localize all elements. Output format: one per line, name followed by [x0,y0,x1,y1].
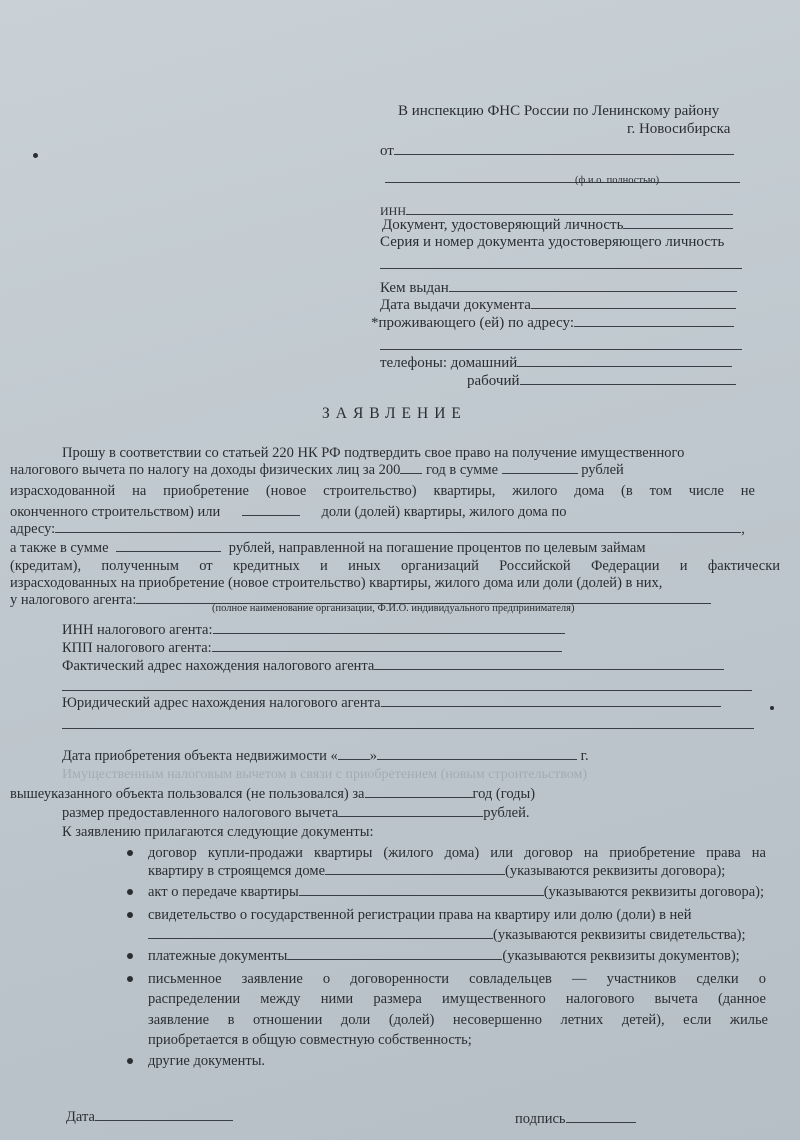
share-field[interactable] [242,514,300,516]
p1-line-3: израсходованной на приобретение (новое строительство) квартиры, жилого дома (в том числе не [10,483,755,499]
attachment-1-line-2b: (указываются реквизиты договора); [505,863,726,879]
certificate-details-field[interactable] [148,937,493,939]
p1-line-2a: налогового вычета по налогу на доходы физических лиц за 200 [10,462,401,478]
signature-field[interactable] [566,1121,636,1123]
attachment-2b: (указываются реквизиты договора); [543,884,765,900]
bullet [127,850,133,856]
date-field[interactable] [95,1119,233,1121]
inspection-line-2: г. Новосибирска [627,121,731,137]
id-doc-field[interactable] [623,227,733,229]
p2-line-1b: рублей, направленной на погашение процентов по целевым займам [228,540,646,556]
used-label: вышеуказанного объекта пользовался (не пользовался) за [10,786,365,802]
used-years-field[interactable] [365,796,473,798]
series-label: Серия и номер документа удостоверяющего личность [380,234,725,250]
inn-field[interactable] [406,213,733,215]
purchase-date-label: Дата приобретения объекта недвижимости « [62,748,338,764]
phone-work-label: рабочий [467,373,520,389]
attachment-1-line-2a: квартиру в строящемся доме [148,863,326,879]
id-doc-label: Документ, удостоверяющий личность [382,217,624,233]
p2-line-3: израсходованных на приобретение (новое строительство) квартиры, жилого дома или доли (долей) в них, [10,575,663,591]
agent-kpp-label: КПП налогового агента: [62,640,212,656]
date-label: Дата [66,1109,95,1125]
agent-legal-addr-label: Юридический адрес нахождения налогового агента [62,695,381,711]
attachment-4a: платежные документы [148,948,288,964]
p1-line-4b: доли (долей) квартиры, жилого дома по [321,504,567,520]
fio-hint: (ф.и.о. полностью) [575,175,660,186]
attachment-2a: акт о передаче квартиры [148,884,299,900]
granted-amount-field[interactable] [338,815,483,817]
phone-home-field[interactable] [517,365,732,367]
used-suffix: год (годы) [472,786,536,802]
attachment-5-line-3: заявление в отношении доли (долей) несовершенно летних детей), если жилье [148,1012,768,1028]
p1-line-5: адресу: [10,521,56,537]
stray-ink-dot [33,153,38,158]
issued-by-label: Кем выдан [380,280,449,296]
attachment-1-line-1: договор купли-продажи квартиры (жилого дома) или договор на приобретение права на [148,845,766,861]
bullet [127,889,133,895]
agent-legal-addr-field[interactable] [381,705,721,707]
faded-line: Имущественным налоговым вычетом в связи с приобретением (новым строительством) [62,767,587,782]
interest-amount-field[interactable] [116,550,221,552]
attachment-5-line-2: распределении между ними размера имущественного налогового вычета (данное [148,991,766,1007]
attachment-5-line-4: приобретается в общую совместную собственность; [148,1032,472,1048]
p1-line-1: Прошу в соответствии со статьей 220 НК РФ подтвердить свое право на получение имущественного [62,445,685,461]
purchase-date-quote: » [369,748,378,764]
amount-suffix: рублей. [483,805,530,821]
year-field[interactable] [400,472,422,474]
fio-field-line-2[interactable] [385,181,740,183]
issued-by-field[interactable] [449,290,737,292]
attachment-6: другие документы. [148,1053,266,1069]
agent-legal-addr-field-2[interactable] [62,727,754,729]
purchase-date-year-suffix: г. [580,748,589,764]
attachment-3-line-2: (указываются реквизиты свидетельства); [493,927,746,943]
from-label: от [380,143,394,159]
purchase-month-year-field[interactable] [377,758,577,760]
phone-home-label: телефоны: домашний [380,355,518,371]
transfer-act-field[interactable] [299,894,544,896]
issue-date-label: Дата выдачи документа [380,297,531,313]
signature-label: подпись [515,1111,566,1127]
purchase-day-field[interactable] [338,758,370,760]
attachment-4b: (указываются реквизиты документов); [502,948,740,964]
agent-fact-addr-field-2[interactable] [62,689,752,691]
p2-line-2: (кредитам), полученным от кредитных и иных организаций Российской Федерации и фактически [10,558,780,574]
bullet [127,1058,133,1064]
stray-ink-dot [770,706,774,710]
attachment-3-line-1: свидетельство о государственной регистрации права на квартиру или долю (доли) в ней [148,907,692,923]
application-form-page: В инспекцию ФНС России по Ленинскому району г. Новосибирска от (ф.и.о. полностью) ИНН Документ, удостоверяющий личность Серия и номер документа удостоверяющего личность Кем выдан Дата выдачи документа *проживающего (ей) по адресу: телефоны: домашний рабочий ЗАЯВЛЕНИЕ Прошу в соответствии со статьей 220 НК РФ подтвердить свое право на получение имущественного налогового вычета по налогу на доходы физических лиц за 200 год в сумме рублей израсходованной на приобретение (новое строительство) квартиры, жилого дома (в том числе не оконченного строительством) или доли (долей) квартиры, жилого дома по адресу: , а также в сумме рублей, направленной на погашение процентов по целевым займам (кредитам), полученным от кредитных и иных организаций Российской Федерации и фактически израсходованных на приобретение (новое строительство) квартиры, жилого дома или доли (долей) в них, у налогового агента: (полное наименование организации, Ф.И.О. индивидуального предпринимателя) ИНН налогового агента: КПП налогового агента: Фактический адрес нахождения налогового агента Юридический адрес нахождения налогового агента Дата приобретения объекта недвижимости « » г. Имущественным налоговым вычетом в связи с приобретением (новым строительством) вышеуказанного объекта пользовался (не пользовался) за год (годы) размер предоставленного налогового вычета рублей. К заявлению прилагаются следующие документы: договор купли-продажи квартиры (жилого дома) или договор на приобретение права на квартиру в строящемся доме (указываются реквизиты договора); акт о передаче квартиры (указываются реквизиты договора); свидетельство о государственной регистрации права на квартиру или долю (доли) в ней (указываются реквизиты свидетельства); платежные документы (указываются реквизиты документов); письменное заявление о договоренности совладельцев — участников сделки о распределении между ними размера имущественного налогового вычета (данное заявление в отношении доли (долей) несовершенно летних детей), если жилье приобретается в общую совместную собственность; другие документы. Дата подпись [0,0,800,1140]
p1-line-4a: оконченного строительством) или [10,504,221,520]
attachments-intro: К заявлению прилагаются следующие документы: [62,824,374,840]
bullet [127,976,133,982]
bullet [127,912,133,918]
property-address-field[interactable] [55,531,741,533]
agent-inn-label: ИНН налогового агента: [62,622,213,638]
amount-label: размер предоставленного налогового вычета [62,805,339,821]
attachment-5-line-1: письменное заявление о договоренности совладельцев — участников сделки о [148,971,766,987]
inn-label: ИНН [380,204,406,218]
contract-details-field[interactable] [325,873,505,875]
from-fio-field[interactable] [394,153,734,155]
page-title: ЗАЯВЛЕНИЕ [322,405,467,422]
address-label: *проживающего (ей) по адресу: [371,315,574,331]
agent-inn-field[interactable] [213,632,565,634]
payment-docs-field[interactable] [287,958,502,960]
inspection-line-1: В инспекцию ФНС России по Ленинскому району [398,103,720,119]
bullet [127,953,133,959]
agent-kpp-field[interactable] [212,650,562,652]
address-field[interactable] [574,325,734,327]
agent-fact-addr-field[interactable] [374,668,724,670]
agent-hint: (полное наименование организации, Ф.И.О. индивидуального предпринимателя) [212,603,575,614]
agent-fact-addr-label: Фактический адрес нахождения налогового агента [62,658,375,674]
deduction-amount-field[interactable] [502,472,578,474]
phone-work-field[interactable] [520,383,736,385]
issue-date-field[interactable] [531,307,736,309]
p1-line-2c: рублей [581,462,624,478]
address-field-line-2[interactable] [380,348,742,350]
p2-line-1a: а также в сумме [10,540,109,556]
series-field[interactable] [380,267,742,269]
p2-line-4: у налогового агента: [10,592,137,608]
p1-line-2b: год в сумме [426,462,498,478]
